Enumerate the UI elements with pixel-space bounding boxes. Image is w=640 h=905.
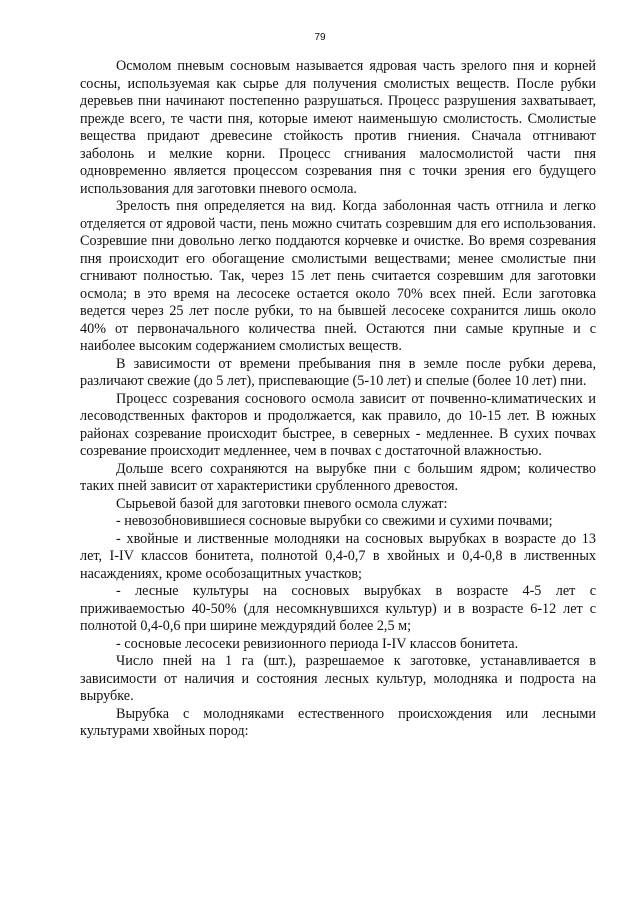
paragraph: Число пней на 1 га (шт.), разрешаемое к заготовке, устанавливается в зависимости от наличия и состояния лесных культур, молодняка и подроста на вырубке. [80, 653, 596, 704]
paragraph: Вырубка с молодняками естественного происхождения или лесными культурами хвойных пород: [80, 705, 596, 739]
page-number: 79 [314, 32, 326, 43]
list-item: - невозобновившиеся сосновые вырубки со свежими и сухими почвами; [116, 513, 553, 529]
paragraph: Процесс созревания соснового осмола зависит от почвенно-климатических и лесоводственных факторов и продолжается, как правило, до 10-15 лет. В южных районах созревание происходит быстрее, в северных - медленнее. В сухих почвах созревание происходит медленнее, чем в почвах с достаточной влажностью. [80, 390, 596, 459]
paragraph: В зависимости от времени пребывания пня в земле после рубки дерева, различают свежие (до 5 лет), приспевающие (5-10 лет) и спелые (более 10 лет) пни. [80, 355, 596, 389]
paragraph: Сырьевой базой для заготовки пневого осмола служат: [116, 495, 448, 512]
paragraph: Зрелость пня определяется на вид. Когда заболонная часть отгнила и легко отделяется от ядровой части, пень можно считать созревшим для его использования. Созревшие пни довольно легко поддаются корчевке и очистке. Во время созревания пня происходит его обогащение смолистыми веществами; менее смолистые пни сгнивают полностью. Так, через 15 лет пень считается созревшим для заготовки осмола; в это время на лесосеке остается около 70% всех пней. Если заготовка ведется через 25 лет после рубки, то на бывшей лесосеке сохранится лишь около 40% от первоначального количества пней. Остаются пни самые крупные и с наиболее высоким содержанием смолистых веществ. [80, 198, 596, 354]
list-item: - лесные культуры на сосновых вырубках в возрасте 4-5 лет с приживаемостью 40-50% (для несомкнувшихся культур) и в возрасте 6-12 лет с полнотой 0,4-0,6 при ширине междурядий более 2,5 м; [80, 583, 596, 634]
body-text [80, 58, 596, 741]
list-item: - сосновые лесосеки ревизионного периода I-IV классов бонитета. [116, 635, 519, 652]
list-item: - хвойные и лиственные молодняки на сосновых вырубках в возрасте до 13 лет, I-IV классов бонитета, полнотой 0,4-0,7 в хвойных и 0,4-0,8 в лиственных насаждениях, кроме особозащитных участков; [80, 530, 596, 582]
paragraph: Осмолом пневым сосновым называется ядровая часть зрелого пня и корней сосны, используемая как сырье для получения смолистых веществ. После рубки деревьев пни начинают постепенно разрушаться. Процесс разрушения захватывает, прежде всего, те части пня, которые имеют наименьшую смолистость. Смолистые вещества придают древесине стойкость против гниения. Сначала отгнивают заболонь и мелкие корни. Процесс сгнивания малосмолистой части пня одновременно является процессом созревания пня с точки зрения его будущего использования для заготовки пневого осмола. [80, 58, 596, 197]
paragraph: Дольше всего сохраняются на вырубке пни с большим ядром; количество таких пней зависит от характеристики срубленного древостоя. [80, 460, 596, 494]
